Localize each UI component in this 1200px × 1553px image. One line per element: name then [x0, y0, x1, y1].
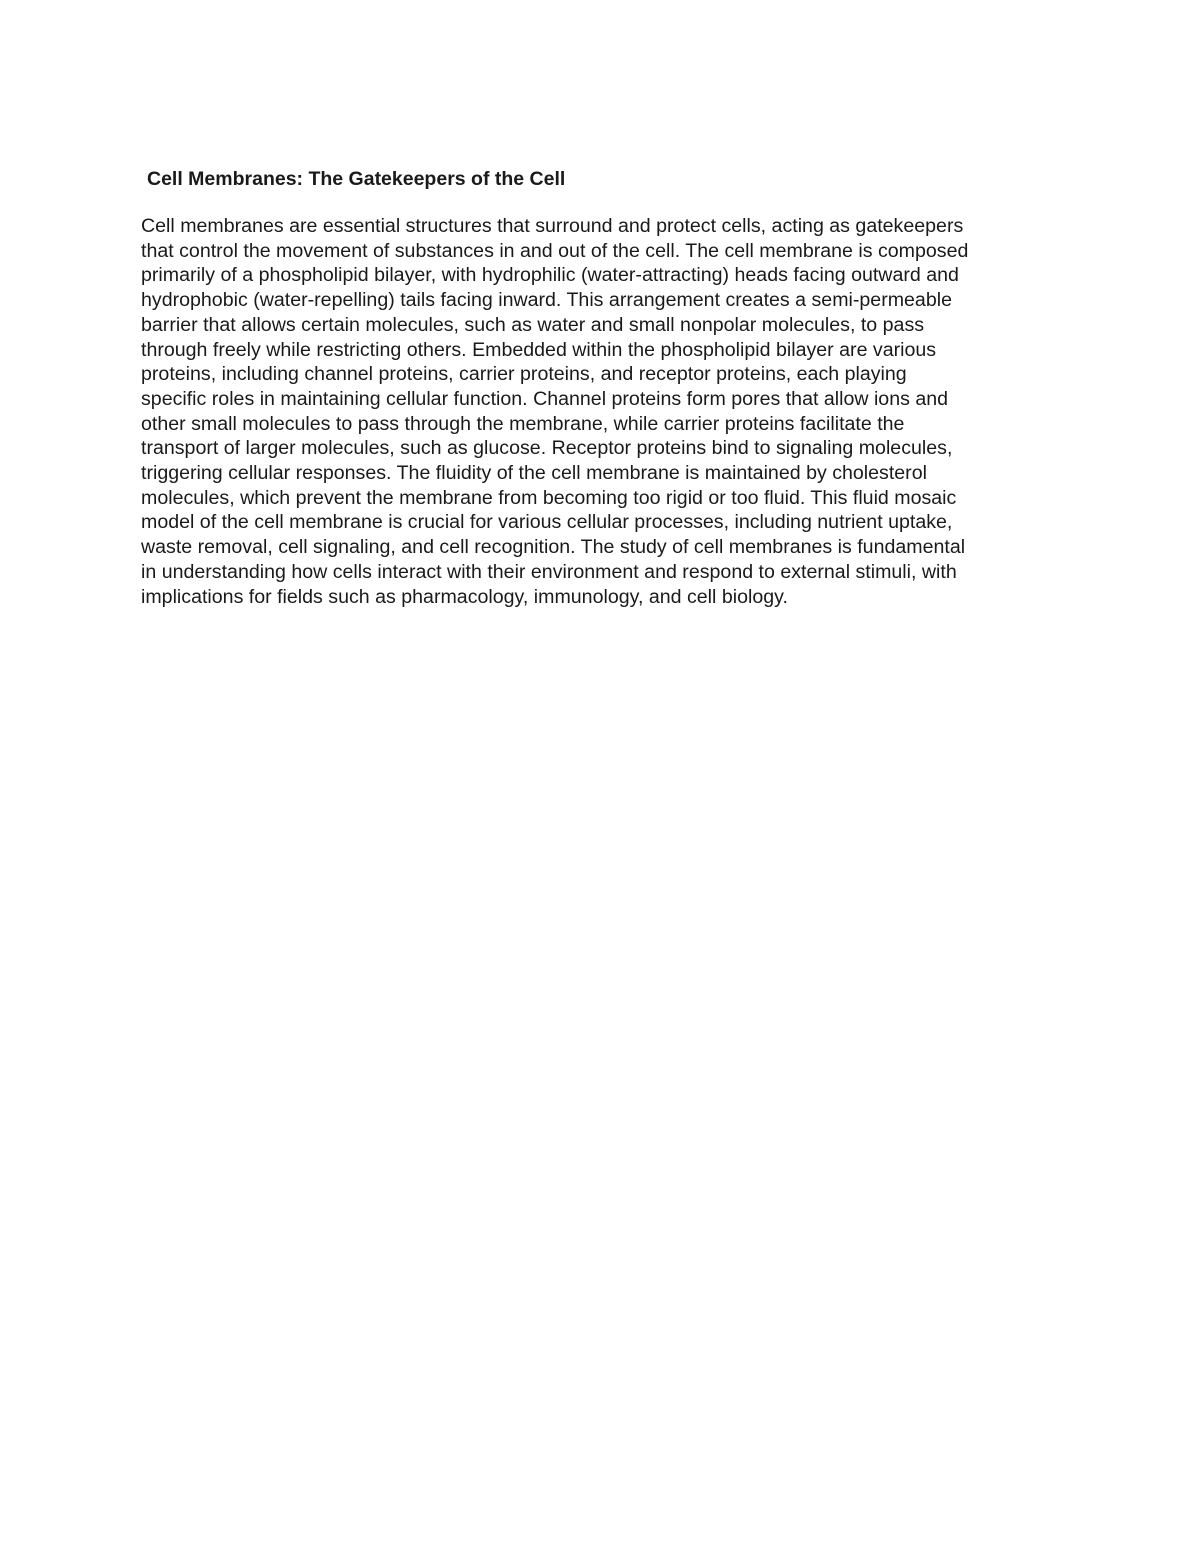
body-line: molecules, which prevent the membrane from becoming too rigid or too fluid. This fluid mosaic: [141, 486, 957, 509]
body-line: primarily of a phospholipid bilayer, with hydrophilic (water-attracting) heads facing outward and: [141, 264, 959, 287]
body-line: hydrophobic (water-repelling) tails facing inward. This arrangement creates a semi-permeable: [141, 289, 952, 312]
document-body: [141, 214, 1101, 609]
body-line: model of the cell membrane is crucial for various cellular processes, including nutrient uptake,: [141, 511, 953, 534]
body-line: specific roles in maintaining cellular function. Channel proteins form pores that allow ions and: [141, 387, 949, 410]
body-line: barrier that allows certain molecules, such as water and small nonpolar molecules, to pass: [141, 313, 925, 336]
body-line: Cell membranes are essential structures that surround and protect cells, acting as gatekeepers: [141, 215, 964, 237]
body-line: through freely while restricting others. Embedded within the phospholipid bilayer are various: [141, 338, 937, 361]
body-line: triggering cellular responses. The fluidity of the cell membrane is maintained by cholesterol: [141, 462, 927, 485]
body-line: proteins, including channel proteins, carrier proteins, and receptor proteins, each playing: [141, 363, 907, 386]
body-line: in understanding how cells interact with their environment and respond to external stimuli, with: [141, 560, 957, 583]
body-line: implications for fields such as pharmacology, immunology, and cell biology.: [141, 585, 788, 608]
body-line: waste removal, cell signaling, and cell recognition. The study of cell membranes is fundamental: [141, 536, 966, 559]
body-line: that control the movement of substances in and out of the cell. The cell membrane is composed: [141, 239, 969, 262]
body-line: other small molecules to pass through the membrane, while carrier proteins facilitate the: [141, 412, 905, 435]
body-line: transport of larger molecules, such as glucose. Receptor proteins bind to signaling molecules,: [141, 437, 953, 460]
document-title: Cell Membranes: The Gatekeepers of the Cell: [147, 168, 566, 190]
